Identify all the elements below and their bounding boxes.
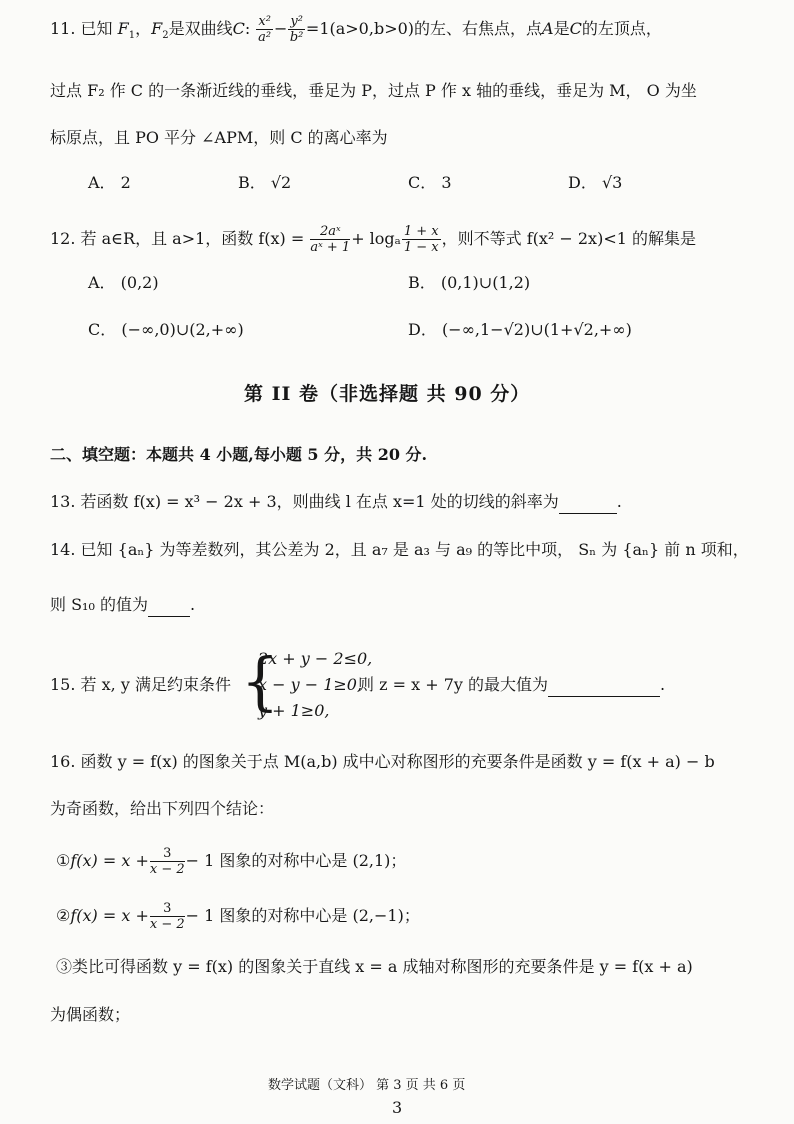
q14-end: . — [189, 595, 196, 614]
q16-line2: 为奇函数，给出下列四个结论： — [50, 799, 275, 818]
frac-numerator: 1 + x — [403, 224, 439, 239]
frac-numerator: 3 — [150, 846, 185, 862]
q16-conclusion-1 — [56, 846, 406, 877]
q11-text: 已知 — [80, 19, 113, 38]
c2-func: f(x) = x + — [70, 906, 149, 925]
frac-denominator: 1 − x — [403, 240, 439, 255]
q12-option-d[interactable] — [408, 318, 632, 342]
q11-text: 是双曲线 — [168, 19, 233, 38]
q12-suffix: ，则不等式 f(x² − 2x)<1 的解集是 — [441, 229, 696, 248]
q13 — [50, 490, 622, 514]
q16-line1 — [50, 750, 715, 774]
q14-line1 — [50, 538, 749, 562]
option-value: (−∞,1−√2)∪(1+√2,+∞) — [441, 320, 632, 339]
circle-number-1: ① — [56, 851, 71, 870]
part-heading: 二、填空题：本题共 4 小题,每小题 5 分，共 20 分. — [50, 445, 428, 464]
q12-option-b[interactable] — [408, 271, 530, 295]
c1-text: − 1 图象的对称中心是 (2,1)； — [185, 851, 407, 870]
q15-prefix — [50, 673, 231, 697]
option-label: D． — [568, 173, 597, 192]
constraint-system — [258, 646, 372, 724]
q12-frac2 — [402, 224, 441, 255]
q15-answer-blank[interactable] — [548, 678, 660, 697]
c1-func: f(x) = x + — [70, 851, 149, 870]
q12-frac1 — [310, 224, 350, 255]
q11-line2: 过点 F₂ 作 C 的一条渐近线的垂线，垂足为 P，过点 P 作 x 轴的垂线，垂足为 M， O 为坐 — [50, 81, 697, 100]
q11-f2: F — [151, 19, 163, 38]
q12-option-a[interactable] — [88, 271, 159, 295]
q11-number: 11. — [50, 19, 76, 38]
option-label: D． — [408, 320, 437, 339]
q16-text: 函数 y = f(x) 的图象关于点 M(a,b) 成中心对称图形的充要条件是函数 y = f(x + a) − b — [80, 752, 715, 771]
option-value: 2 — [120, 173, 131, 192]
q11-curve: C — [232, 19, 245, 38]
page-number: 3 — [392, 1098, 403, 1117]
q11-c: C — [569, 19, 582, 38]
q11-point: A — [542, 19, 554, 38]
option-label: A． — [88, 173, 116, 192]
frac-numerator: 3 — [150, 901, 185, 917]
q15-end: . — [660, 675, 666, 694]
q11-minus: − — [273, 19, 288, 38]
q12-prefix: 若 a∈R，且 a>1，函数 f(x) = — [80, 229, 305, 248]
constraint-1: 2x + y − 2≤0, — [258, 649, 373, 668]
option-label: C． — [88, 320, 117, 339]
frac-denominator: b² — [289, 30, 304, 45]
q13-number: 13. — [50, 492, 76, 511]
q11-line3: 标原点，且 PO 平分 ∠APM，则 C 的离心率为 — [50, 128, 388, 147]
c2-text: − 1 图象的对称中心是 (2,−1)； — [185, 906, 420, 925]
frac-denominator: aˣ + 1 — [310, 240, 351, 255]
q15-tail — [358, 673, 665, 697]
q15-number: 15. — [50, 675, 76, 694]
constraint-2: x − y − 1≥0, — [258, 675, 363, 694]
circle-number-2: ② — [56, 906, 71, 925]
q11-eq: =1(a>0,b>0) — [305, 19, 415, 38]
q11-f1-sub: 1 — [128, 30, 136, 42]
frac-denominator: x − 2 — [149, 862, 185, 877]
q11-f2-sub: 2 — [162, 30, 169, 42]
section-title: 第 II 卷（非选择题 共 90 分） — [244, 383, 531, 405]
q12-number: 12. — [50, 229, 76, 248]
frac-numerator: y² — [290, 14, 303, 29]
c1-frac — [150, 846, 185, 877]
q14-answer-blank[interactable] — [148, 598, 190, 617]
q15-text: 则 z = x + 7y 的最大值为 — [358, 675, 549, 694]
option-value: (0,2) — [120, 273, 159, 292]
option-label: B． — [408, 273, 436, 292]
option-value: √3 — [601, 173, 623, 192]
q14-line2 — [50, 593, 195, 617]
c2-frac — [150, 901, 185, 932]
option-value: (−∞,0)∪(2,+∞) — [121, 320, 244, 339]
q11-frac-y — [288, 14, 305, 45]
q11-text: 是 — [553, 19, 570, 38]
q11-text: 的左、右焦点，点 — [414, 19, 543, 38]
q11-option-c[interactable] — [408, 171, 452, 195]
q11-option-b[interactable] — [238, 171, 291, 195]
q11-option-a[interactable] — [88, 171, 131, 195]
q12-log: + logₐ — [351, 229, 401, 248]
frac-denominator: x − 2 — [149, 917, 185, 932]
frac-denominator: a² — [258, 30, 272, 45]
option-value: 3 — [441, 173, 452, 192]
option-value: √2 — [270, 173, 292, 192]
option-label: A． — [88, 273, 116, 292]
q12-option-c[interactable] — [88, 318, 244, 342]
option-label: C． — [408, 173, 437, 192]
frac-numerator: 2aˣ — [310, 224, 350, 240]
q16-conclusion-3-line2: 为偶函数； — [50, 1005, 131, 1024]
q13-answer-blank[interactable] — [559, 495, 617, 514]
q11-sep: ， — [135, 19, 152, 38]
option-value: (0,1)∪(1,2) — [440, 273, 531, 292]
q14-text: 则 S₁₀ 的值为 — [50, 595, 148, 614]
constraint-brace: { — [241, 645, 280, 719]
q13-text: 若函数 f(x) = x³ − 2x + 3，则曲线 l 在点 x=1 处的切线的斜率为 — [80, 492, 559, 511]
option-label: B． — [238, 173, 266, 192]
q11-option-d[interactable] — [568, 171, 622, 195]
q11-line1: 11. 已知 $F_1$，$F_2$是双曲线C: $\frac{\text{x²}}{\text{a²}}$ − $\frac{\text{y²}}{\text{b²}}$ =1(a>0,b>0)的左、右焦点，点A是C的左顶点， — [50, 14, 662, 45]
q11-frac-x — [256, 14, 273, 45]
q16-conclusion-3: ③类比可得函数 y = f(x) 的图象关于直线 x = a 成轴对称图形的充要条件是 y = f(x + a) — [56, 957, 693, 976]
q14-number: 14. — [50, 540, 76, 559]
footer-label: 数学试题（文科） 第 3 页 共 6 页 — [268, 1078, 466, 1093]
q16-number: 16. — [50, 752, 76, 771]
frac-numerator: x² — [258, 14, 271, 29]
q14-text: 已知 {aₙ} 为等差数列，其公差为 2，且 a₇ 是 a₃ 与 a₉ 的等比中项， Sₙ 为 {aₙ} 前 n 项和， — [80, 540, 749, 559]
q13-end: . — [616, 492, 622, 511]
q11-f1: F — [117, 19, 129, 38]
q11-text: 的左顶点， — [581, 19, 662, 38]
constraint-3: y + 1≥0, — [258, 701, 330, 720]
q12-stem — [50, 224, 696, 255]
q15-text: 若 x, y 满足约束条件 — [80, 675, 231, 694]
q16-conclusion-2 — [56, 901, 420, 932]
